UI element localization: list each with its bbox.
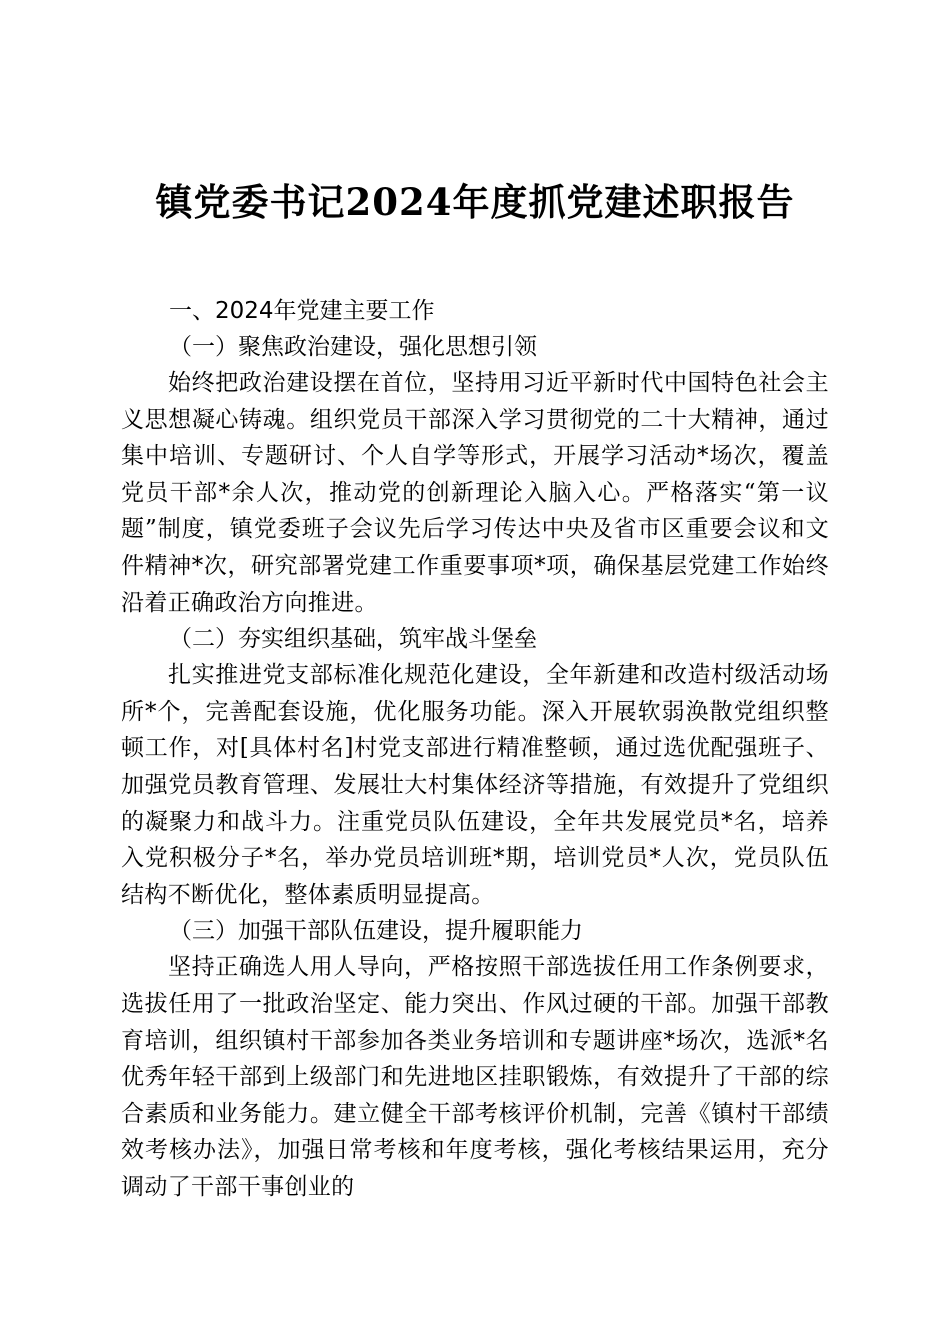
paragraph-2: 扎实推进党支部标准化规范化建设，全年新建和改造村级活动场所*个，完善配套设施，优化服务功能。深入开展软弱涣散党组织整顿工作，对[具体村名]村党支部进行精准整顿，通过选优配强班子、加强党员教育管理、发展壮大村集体经济等措施，有效提升了党组织的凝聚力和战斗力。注重党员队伍建设，全年共发展党员*名，培养入党积极分子*名，举办党员培训班*期，培训党员*人次，党员队伍结构不断优化，整体素质明显提高。 — [121, 662, 829, 908]
subsection-heading-3: （三）加强干部队伍建设，提升履职能力 — [169, 918, 583, 945]
document-title: 镇党委书记2024年度抓党建述职报告 — [155, 180, 795, 224]
paragraph-1: 始终把政治建设摆在首位，坚持用习近平新时代中国特色社会主义思想凝心铸魂。组织党员干部深入学习贯彻党的二十大精神，通过集中培训、专题研讨、个人自学等形式，开展学习活动*场次，覆盖党员干部*余人次，推动党的创新理论入脑入心。严格落实“第一议题”制度，镇党委班子会议先后学习传达中央及省市区重要会议和文件精神*次，研究部署党建工作重要事项*项，确保基层党建工作始终沿着正确政治方向推进。 — [121, 370, 829, 616]
subsection-heading-1: （一）聚焦政治建设，强化思想引领 — [169, 334, 537, 360]
document-body — [121, 293, 829, 1205]
paragraph-3: 坚持正确选人用人导向，严格按照干部选拔任用工作条例要求，选拔任用了一批政治坚定、能力突出、作风过硬的干部。加强干部教育培训，组织镇村干部参加各类业务培训和专题讲座*场次，选派*名优秀年轻干部到上级部门和先进地区挂职锻炼，有效提升了干部的综合素质和业务能力。建立健全干部考核评价机制，完善《镇村干部绩效考核办法》，加强日常考核和年度考核，强化考核结果运用，充分调动了干部干事创业的 — [121, 954, 829, 1200]
section-heading-1: 一、2024年党建主要工作 — [169, 298, 435, 324]
subsection-heading-2: （二）夯实组织基础，筑牢战斗堡垒 — [169, 626, 537, 653]
